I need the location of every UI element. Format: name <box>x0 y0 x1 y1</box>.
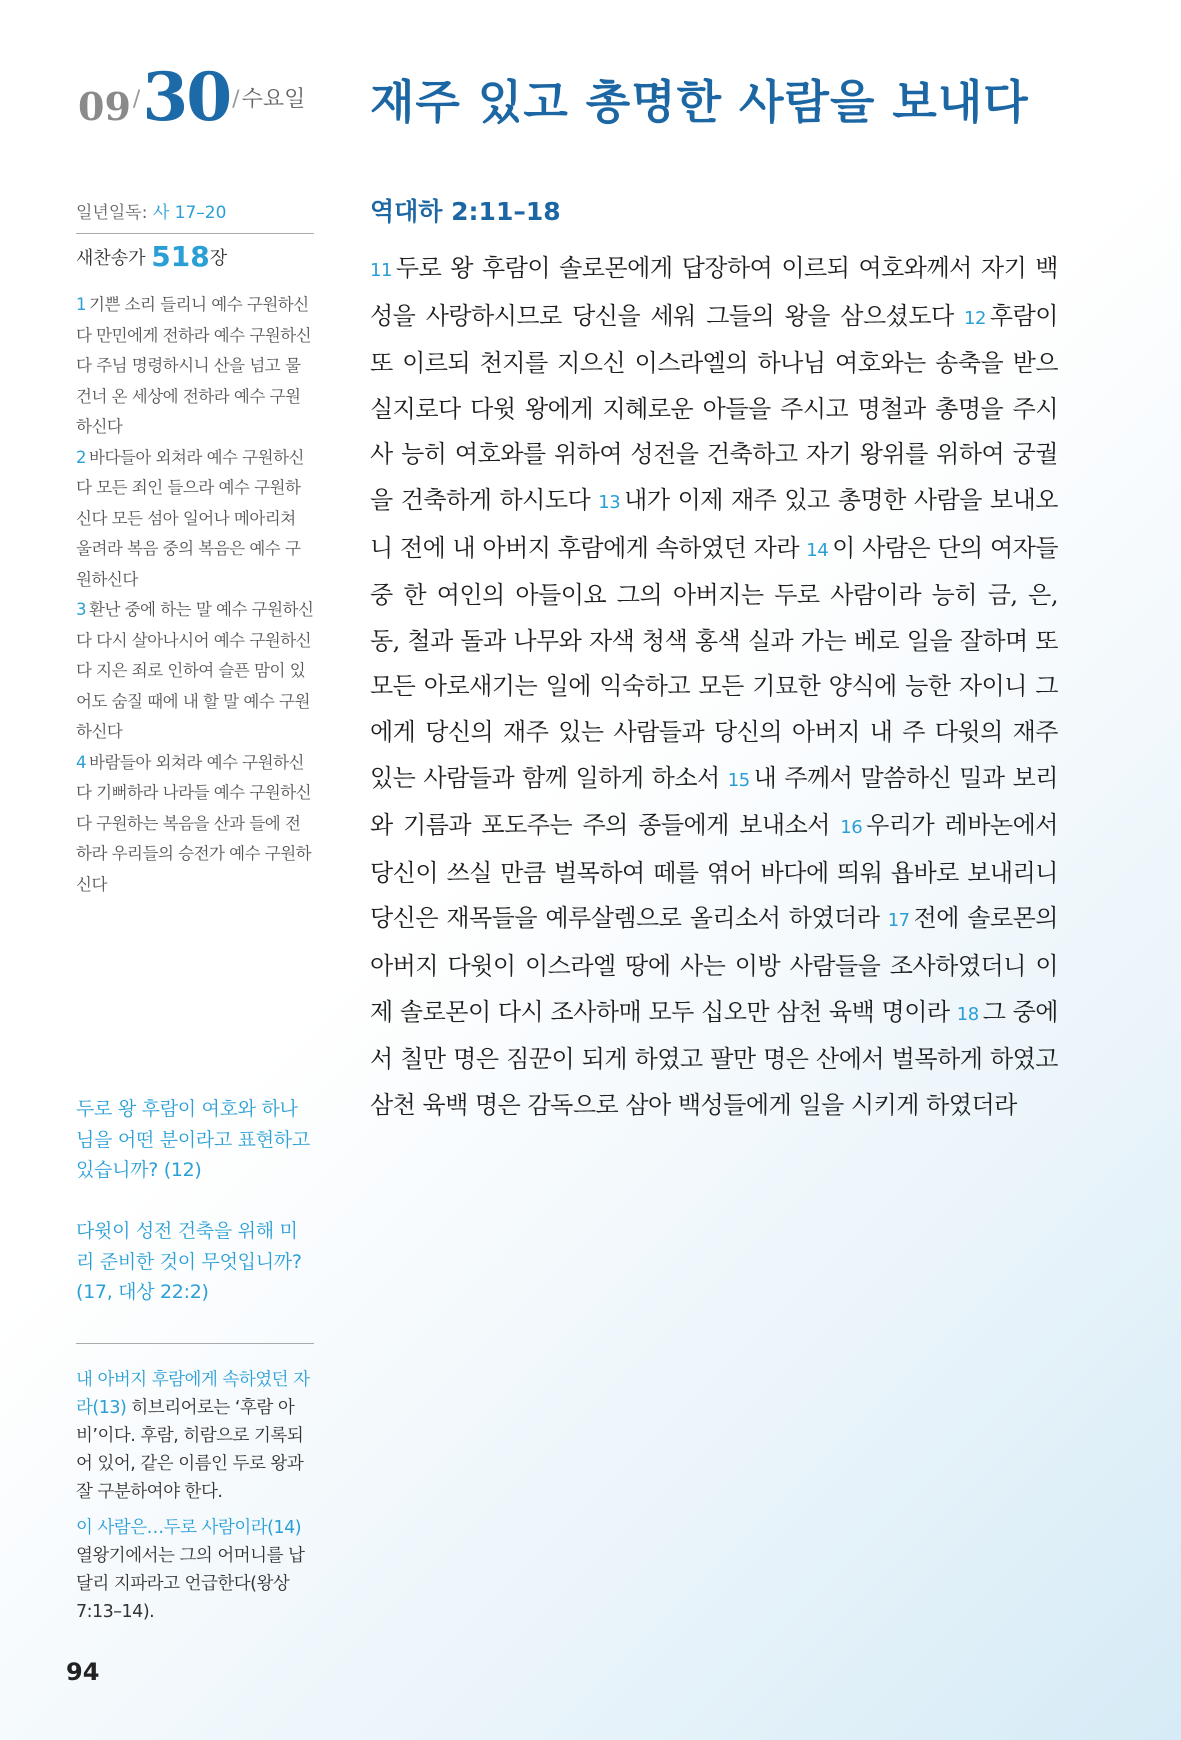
divider <box>76 1343 314 1344</box>
hymn-verse-number: 3 <box>76 600 86 619</box>
page-number: 94 <box>66 1658 100 1686</box>
verse-text: 이 사람은 단의 여자들 중 한 여인의 아들이요 그의 아버지는 두로 사람이라 능히 금, 은, 동, 철과 돌과 나무와 자색 청색 홍색 실과 가는 베로 일을 잘하며 또 모든 아로새기는 일에 익숙하고 모든 기묘한 양식에 능한 자이니 그에게 당신의 재주 있는 사람들과 당신의 아버지 내 주 다윗의 재주 있는 사람들과 함께 일하게 하소서 <box>370 533 1058 792</box>
hymn-verse <box>76 748 314 901</box>
verse-number: 16 <box>840 817 863 839</box>
verse-number: 17 <box>887 910 910 932</box>
verse-number: 13 <box>598 491 621 513</box>
reading-plan-label: 일년일독: <box>76 203 148 223</box>
hymn-verse <box>76 443 314 596</box>
verse-text: 우리가 레바논에서 당신이 쓰실 만큼 벌목하여 떼를 엮어 바다에 띄워 욥바로 보내리니 당신은 재목들을 예루살렘으로 올리소서 하였더라 <box>370 811 1058 933</box>
note-body: 열왕기에서는 그의 어머니를 납달리 지파라고 언급한다(왕상 7:13–14). <box>76 1546 305 1622</box>
verse-text: 전에 솔로몬의 아버지 다윗이 이스라엘 땅에 사는 이방 사람들을 조사하였더니 이제 솔로몬이 다시 조사하매 모두 십오만 삼천 육백 명이라 <box>370 904 1058 1026</box>
date-separator: / <box>232 87 240 112</box>
note-body: 히브리어로는 ‘후람 아비’이다. 후람, 히람으로 기록되어 있어, 같은 이름인 두로 왕과 잘 구분하여야 한다. <box>76 1398 304 1502</box>
study-note <box>76 1514 314 1626</box>
verse-text: 내가 이제 재주 있고 총명한 사람을 보내오니 전에 내 아버지 후람에게 속하였던 자라 <box>370 485 1058 562</box>
hymn-suffix: 장 <box>209 248 228 269</box>
verse-number: 11 <box>370 260 392 281</box>
hymn-verse <box>76 595 314 748</box>
date-separator: / <box>132 87 141 112</box>
verse-text: 내 주께서 말씀하신 밀과 보리와 기름과 포도주는 주의 종들에게 보내소서 <box>370 763 1058 840</box>
study-notes <box>76 1366 314 1634</box>
study-question: 다윗이 성전 건축을 위해 미리 준비한 것이 무엇입니까? (17, 대상 22:2) <box>76 1220 302 1303</box>
verse-text: 두로 왕 후람이 솔로몬에게 답장하여 이르되 여호와께서 자기 백성을 사랑하시므로 당신을 세워 그들의 왕을 삼으셨도다 <box>370 254 1058 330</box>
study-question: 두로 왕 후람이 여호와 하나님을 어떤 분이라고 표현하고 있습니까? (12) <box>76 1098 310 1181</box>
date-month: 09 <box>78 84 131 129</box>
verse-text: 그 중에서 칠만 명은 짐꾼이 되게 하였고 팔만 명은 산에서 벌목하게 하였고 삼천 육백 명은 감독으로 삼아 백성들에게 일을 시키게 하였더라 <box>370 997 1058 1119</box>
hymn-number: 518 <box>151 240 210 273</box>
reading-plan <box>76 198 314 223</box>
verse-number: 15 <box>727 769 750 791</box>
verse-text: 후람이 또 이르되 천지를 지으신 이스라엘의 하나님 여호와는 송축을 받으실지로다 다윗 왕에게 지혜로운 아들을 주시고 명철과 총명을 주시사 능히 여호와를 위하여 성전을 건축하고 자기 왕위를 위하여 궁궐을 건축하게 하시도다 <box>370 301 1058 514</box>
page-title: 재주 있고 총명한 사람을 보내다 <box>370 75 1029 129</box>
hymn-lyrics <box>76 290 314 900</box>
hymn-verse-text: 바다들아 외쳐라 예수 구원하신다 모든 죄인 들으라 예수 구원하신다 모든 섬아 일어나 메아리쳐 울려라 복음 중의 복음은 예수 구원하신다 <box>76 447 304 589</box>
passage-text <box>370 246 1058 1128</box>
hymn-verse <box>76 290 314 443</box>
hymn-verse-text: 바람들아 외쳐라 예수 구원하신다 기뻐하라 나라들 예수 구원하신다 구원하는 복음을 산과 들에 전하라 우리들의 승전가 예수 구원하신다 <box>76 752 312 894</box>
reading-plan-value: 사 17–20 <box>152 203 227 223</box>
divider <box>76 233 314 234</box>
hymn-verse-number: 2 <box>76 447 86 467</box>
hymn-label: 새찬송가 <box>76 248 146 269</box>
note-heading: 이 사람은…두로 사람이라(14) <box>76 1518 302 1538</box>
hymn-heading <box>76 240 314 273</box>
date-day: 30 <box>142 58 231 136</box>
verse-number: 12 <box>964 307 986 329</box>
hymn-verse-number: 4 <box>76 752 86 772</box>
hymn-verse-number: 1 <box>76 295 86 314</box>
note-heading: 내 아버지 후람에게 속하였던 자라(13) <box>76 1370 310 1418</box>
study-note <box>76 1366 314 1506</box>
hymn-verse-text: 기쁜 소리 들리니 예수 구원하신다 만민에게 전하라 예수 구원하신다 주님 명령하시니 산을 넘고 물 건너 온 세상에 전하라 예수 구원하신다 <box>76 295 312 436</box>
passage-reference: 역대하 2:11–18 <box>370 197 561 226</box>
hymn-verse-text: 환난 중에 하는 말 예수 구원하신다 다시 살아나시어 예수 구원하신다 지은 죄로 인하여 슬픈 맘이 있어도 숨질 때에 내 할 말 예수 구원하신다 <box>76 600 314 741</box>
date-header <box>78 58 305 136</box>
verse-number: 14 <box>806 539 829 561</box>
verse-number: 18 <box>956 1003 979 1025</box>
date-weekday: 수요일 <box>241 87 306 112</box>
